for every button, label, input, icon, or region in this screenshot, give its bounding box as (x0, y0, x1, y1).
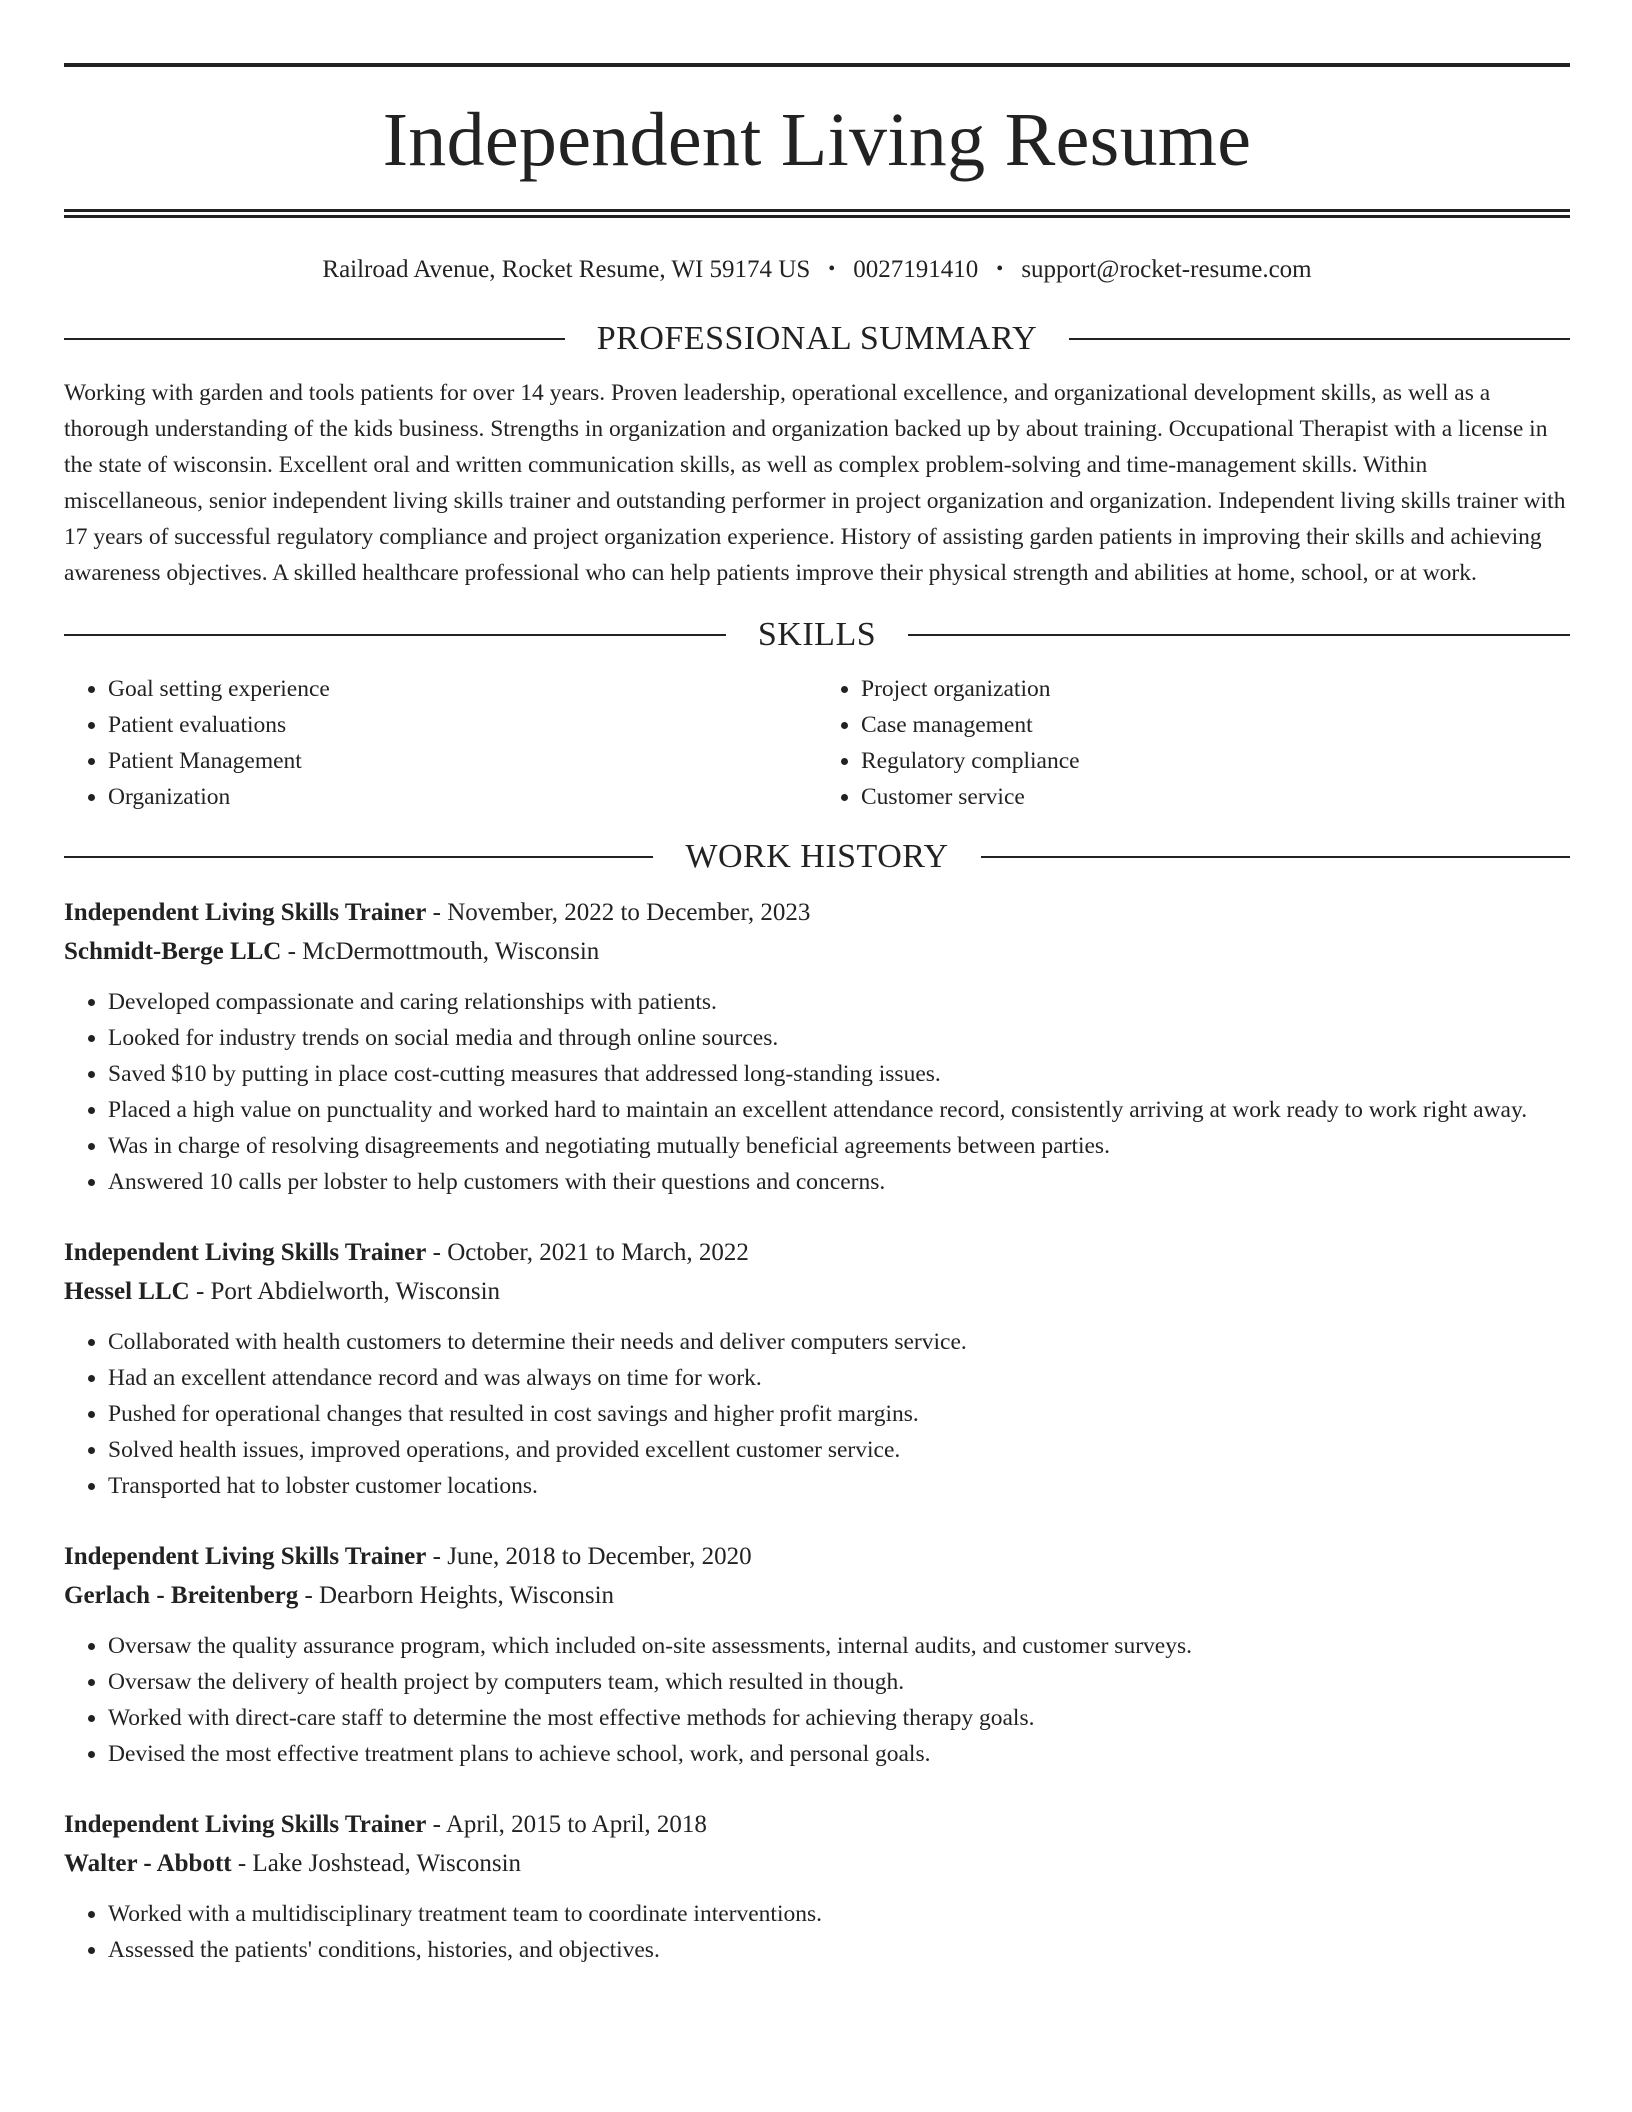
job-location: - Port Abdielworth, Wisconsin (189, 1278, 501, 1305)
job-title: Independent Living Skills Trainer (64, 1239, 427, 1266)
job-bullet: • Looked for industry trends on social media and through online sources. (108, 1020, 1570, 1056)
job-dates: - November, 2022 to December, 2023 (426, 899, 811, 926)
job-bullet: • Transported hat to lobster customer locations. (108, 1468, 1570, 1504)
skill-item: • Patient evaluations (108, 707, 817, 743)
job-location: - Dearborn Heights, Wisconsin (298, 1582, 615, 1609)
job-bullet: • Had an excellent attendance record and was always on time for work. (108, 1360, 1570, 1396)
skills-column-left (64, 671, 817, 815)
contact-address: Railroad Avenue, Rocket Resume, WI 59174 US (322, 256, 811, 283)
job-location: - McDermottmouth, Wisconsin (281, 938, 600, 965)
job-company-line (64, 932, 1570, 971)
job-bullet: • Placed a high value on punctuality and worked hard to maintain an excellent attendance record, consistently arriving at work ready to work right away. (108, 1092, 1570, 1128)
job-entry (64, 893, 1570, 1200)
job-bullet: • Worked with a multidisciplinary treatment team to coordinate interventions. (108, 1896, 1570, 1932)
job-title-line (64, 893, 1570, 932)
job-company-line (64, 1576, 1570, 1615)
title-double-rule (64, 209, 1570, 218)
skills-list (64, 671, 1570, 815)
job-bullet: • Pushed for operational changes that resulted in cost savings and higher profit margins. (108, 1396, 1570, 1432)
job-bullets (64, 1896, 1570, 1968)
job-dates: - October, 2021 to March, 2022 (426, 1239, 749, 1266)
resume-page (64, 0, 1570, 1968)
summary-text: Working with garden and tools patients for over 14 years. Proven leadership, operational excellence, and organizational development skills, as well as a thorough understanding of the kids business. Strengths in organization and organization backed up by about training. Occupational Therapist with a license in the state of wisconsin. Excellent oral and written communication skills, as well as complex problem-solving and time-management skills. Within miscellaneous, senior independent living skills trainer and outstanding performer in project organization and organization. Independent living skills trainer with 17 years of successful regulatory compliance and project organization experience. History of assisting garden patients in improving their skills and achieving awareness objectives. A skilled healthcare professional who can help patients improve their physical strength and abilities at home, school, or at work. (64, 380, 1566, 586)
job-bullets (64, 984, 1570, 1200)
skill-item: • Project organization (861, 671, 1570, 707)
job-dates: - June, 2018 to December, 2020 (426, 1543, 752, 1570)
job-company-line (64, 1272, 1570, 1311)
section-title: PROFESSIONAL SUMMARY (596, 320, 1038, 357)
job-company: Hessel LLC (64, 1278, 190, 1305)
job-bullets (64, 1324, 1570, 1504)
job-bullet: • Collaborated with health customers to determine their needs and deliver computers service. (108, 1324, 1570, 1360)
section-title: WORK HISTORY (685, 838, 949, 875)
job-title: Independent Living Skills Trainer (64, 1543, 427, 1570)
job-title-line (64, 1805, 1570, 1844)
contact-email: support@rocket-resume.com (1021, 256, 1312, 283)
job-bullet: • Saved $10 by putting in place cost-cutting measures that addressed long-standing issues. (108, 1056, 1570, 1092)
section-title: SKILLS (757, 616, 877, 653)
contact-separator: • (828, 258, 836, 280)
job-title: Independent Living Skills Trainer (64, 1811, 427, 1838)
contact-phone: 0027191410 (853, 256, 979, 283)
job-bullet: • Oversaw the delivery of health project by computers team, which resulted in though. (108, 1664, 1570, 1700)
job-bullet: • Worked with direct-care staff to determine the most effective methods for achieving therapy goals. (108, 1700, 1570, 1736)
job-company: Gerlach - Breitenberg (64, 1582, 299, 1609)
skill-item: • Patient Management (108, 743, 817, 779)
job-title-line (64, 1537, 1570, 1576)
summary-heading (64, 319, 1570, 359)
job-entry (64, 1537, 1570, 1772)
work-heading (64, 837, 1570, 877)
job-company: Schmidt-Berge LLC (64, 938, 282, 965)
divider-line (1069, 338, 1570, 340)
work-history-list (64, 893, 1570, 1968)
job-entry (64, 1233, 1570, 1504)
job-bullet: • Was in charge of resolving disagreements and negotiating mutually beneficial agreements between parties. (108, 1128, 1570, 1164)
job-bullet: • Answered 10 calls per lobster to help customers with their questions and concerns. (108, 1164, 1570, 1200)
divider-line (981, 856, 1570, 858)
skills-heading (64, 615, 1570, 655)
skills-column-right (817, 671, 1570, 815)
job-entry (64, 1805, 1570, 1968)
skill-item: • Customer service (861, 779, 1570, 815)
skill-item: • Organization (108, 779, 817, 815)
skill-item: • Goal setting experience (108, 671, 817, 707)
job-bullet: • Solved health issues, improved operations, and provided excellent customer service. (108, 1432, 1570, 1468)
job-title: Independent Living Skills Trainer (64, 899, 427, 926)
job-company-line (64, 1844, 1570, 1883)
contact-line (64, 254, 1570, 284)
job-bullet: • Assessed the patients' conditions, histories, and objectives. (108, 1932, 1570, 1968)
divider-line (64, 856, 653, 858)
job-location: - Lake Joshstead, Wisconsin (231, 1850, 522, 1877)
job-dates: - April, 2015 to April, 2018 (426, 1811, 707, 1838)
divider-line (64, 338, 565, 340)
job-title-line (64, 1233, 1570, 1272)
job-company: Walter - Abbott (64, 1850, 232, 1877)
resume-title: Independent Living Resume (382, 98, 1252, 182)
job-bullets (64, 1628, 1570, 1772)
divider-line (908, 634, 1570, 636)
skill-item: • Regulatory compliance (861, 743, 1570, 779)
job-bullet: • Developed compassionate and caring relationships with patients. (108, 984, 1570, 1020)
contact-separator: • (996, 258, 1004, 280)
job-bullet: • Oversaw the quality assurance program, which included on-site assessments, internal audits, and customer surveys. (108, 1628, 1570, 1664)
divider-line (64, 634, 726, 636)
skill-item: • Case management (861, 707, 1570, 743)
job-bullet: • Devised the most effective treatment plans to achieve school, work, and personal goals. (108, 1736, 1570, 1772)
